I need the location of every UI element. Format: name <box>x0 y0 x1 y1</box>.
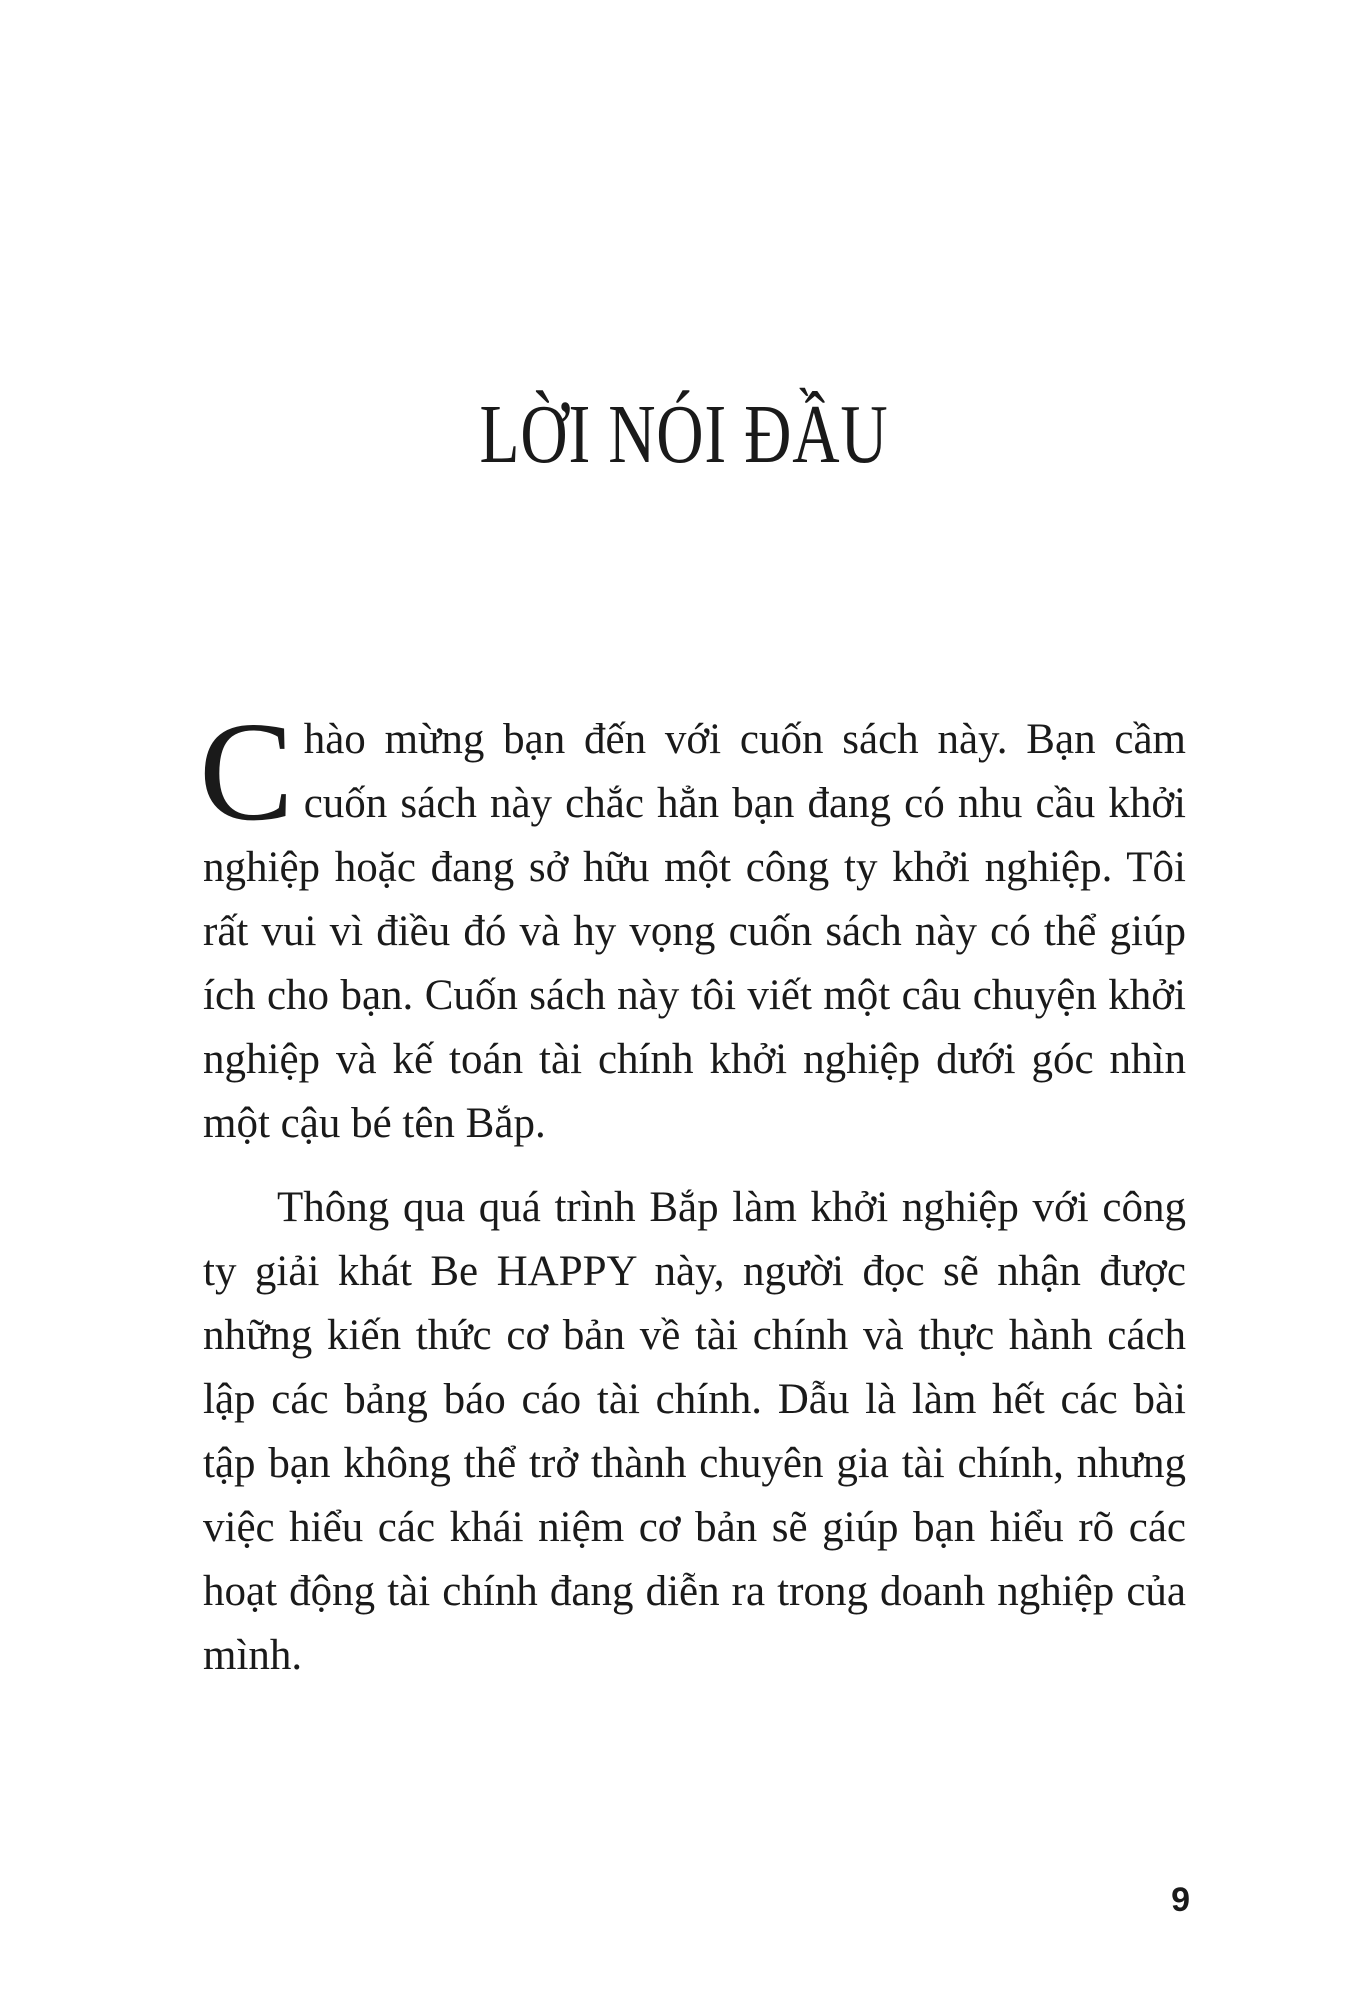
paragraph-1-text: hào mừng bạn đến với cuốn sách này. Bạn cầm cuốn sách này chắc hẳn bạn đang có nhu cầu khởi nghiệp hoặc đang sở hữu một công ty khởi nghiệp. Tôi rất vui vì điều đó và hy vọng cuốn sách này có thể giúp ích cho bạn. Cuốn sách này tôi viết một câu chuyện khởi nghiệp và kế toán tài chính khởi nghiệp dưới góc nhìn một cậu bé tên Bắp. <box>203 716 1186 1147</box>
paragraph-1 <box>199 692 1186 1156</box>
body-text <box>199 692 1186 1688</box>
drop-cap: C <box>199 692 294 850</box>
page-number: 9 <box>1171 1881 1190 1919</box>
chapter-title: LỜI NÓI ĐẦU <box>479 388 889 481</box>
paragraph-2: Thông qua quá trình Bắp làm khởi nghiệp với công ty giải khát Be HAPPY này, người đọc sẽ nhận được những kiến thức cơ bản về tài chính và thực hành cách lập các bảng báo cáo tài chính. Dẫu là làm hết các bài tập bạn không thể trở thành chuyên gia tài chính, nhưng việc hiểu các khái niệm cơ bản sẽ giúp bạn hiểu rõ các hoạt động tài chính đang diễn ra trong doanh nghiệp của mình. <box>203 1184 1186 1679</box>
